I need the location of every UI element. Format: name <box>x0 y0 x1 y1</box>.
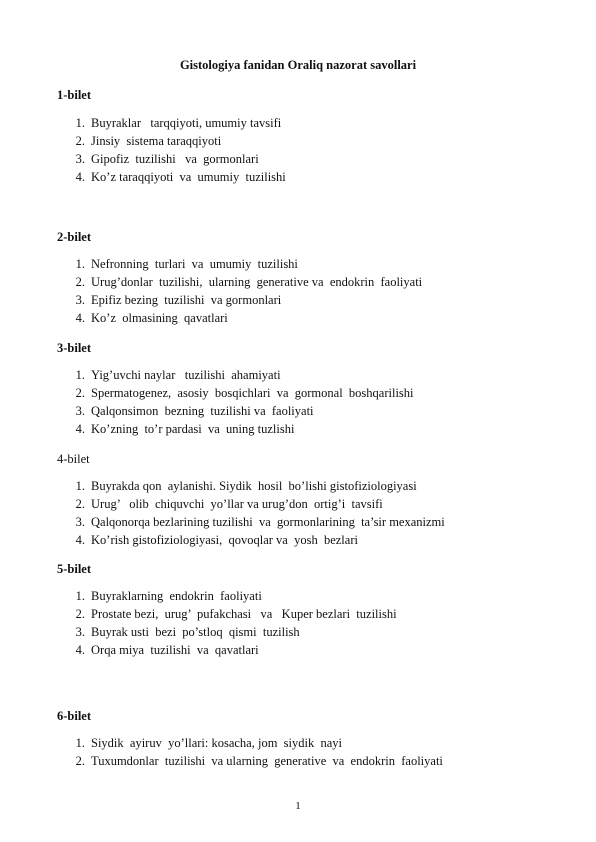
list-item: 4. Orqa miya tuzilishi va qavatlari <box>75 643 259 657</box>
list-item: 4. Ko’zning to’r pardasi va uning tuzlishi <box>75 422 295 436</box>
section-heading-6: 6-bilet <box>57 709 92 723</box>
question-list-2 <box>57 255 422 327</box>
question-list-3 <box>57 366 414 438</box>
document-title: Gistologiya fanidan Oraliq nazorat savollari <box>179 58 417 72</box>
list-item: 1. Yig’uvchi naylar tuzilishi ahamiyati <box>75 368 281 382</box>
section-heading-1: 1-bilet <box>57 88 92 102</box>
list-item: 3. Qalqonsimon bezning tuzilishi va faoliyati <box>75 404 314 418</box>
list-item: 3. Epifiz bezing tuzilishi va gormonlari <box>75 293 282 307</box>
list-item: 3. Gipofiz tuzilishi va gormonlari <box>75 152 259 166</box>
list-item: 4. Ko’z olmasining qavatlari <box>75 311 228 325</box>
section-heading-2: 2-bilet <box>57 230 92 244</box>
list-item: 2. Spermatogenez, asosiy bosqichlari va gormonal boshqarilishi <box>75 386 414 400</box>
list-item: 2. Prostate bezi, urug’ pufakchasi va Kuper bezlari tuzilishi <box>75 607 397 621</box>
list-item: 2. Jinsiy sistema taraqqiyoti <box>75 134 222 148</box>
list-item: 1. Buyraklar tarqqiyoti, umumiy tavsifi <box>75 116 282 130</box>
section-heading-5: 5-bilet <box>57 562 92 576</box>
question-list-1 <box>57 114 286 186</box>
list-item: 3. Buyrak usti bezi po’stloq qismi tuzilish <box>75 625 300 639</box>
list-item: 1. Nefronning turlari va umumiy tuzilishi <box>75 257 298 271</box>
list-item: 1. Siydik ayiruv yo’llari: kosacha, jom siydik nayi <box>75 736 343 750</box>
section-heading-4: 4-bilet <box>57 452 90 466</box>
list-item: 3. Qalqonorqa bezlarining tuzilishi va gormonlarining ta’sir mexanizmi <box>75 515 445 529</box>
page-number: 1 <box>295 800 301 812</box>
list-item: 1. Buyrakda qon aylanishi. Siydik hosil bo’lishi gistofiziologiyasi <box>75 479 417 493</box>
question-list-6 <box>57 734 443 770</box>
question-list-5 <box>57 587 397 659</box>
list-item: 2. Urug’ olib chiquvchi yo’llar va urug’don ortig’i tavsifi <box>75 497 383 511</box>
list-item: 1. Buyraklarning endokrin faoliyati <box>75 589 262 603</box>
question-list-4 <box>57 477 445 549</box>
section-heading-3: 3-bilet <box>57 341 92 355</box>
list-item: 4. Ko’rish gistofiziologiyasi, qovoqlar va yosh bezlari <box>75 533 358 547</box>
list-item: 2. Urug’donlar tuzilishi, ularning generative va endokrin faoliyati <box>75 275 423 289</box>
list-item: 2. Tuxumdonlar tuzilishi va ularning generative va endokrin faoliyati <box>75 754 443 768</box>
list-item: 4. Ko’z taraqqiyoti va umumiy tuzilishi <box>75 170 286 184</box>
